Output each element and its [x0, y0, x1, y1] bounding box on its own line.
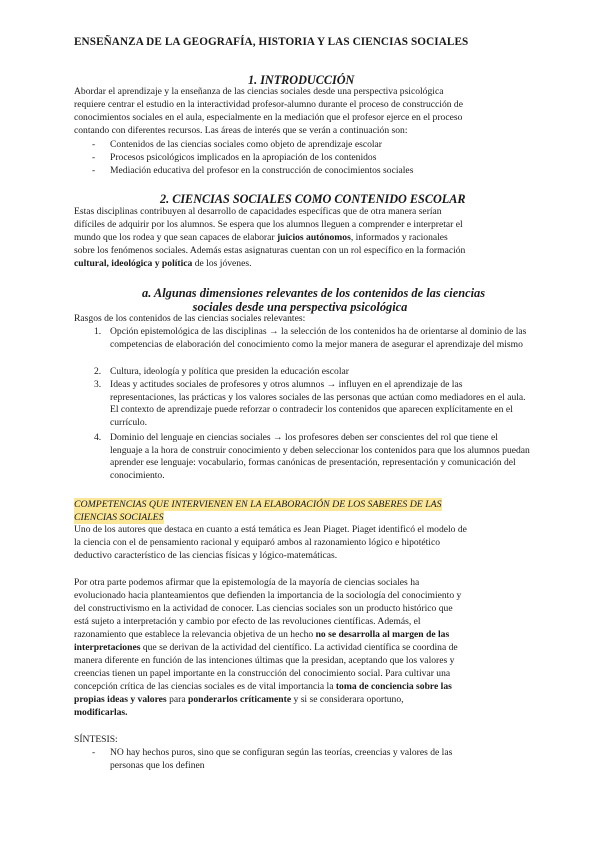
- paragraph-line: evolucionado hacia planteamientos que defienden la importancia de la sociología del conocimiento y: [74, 590, 462, 601]
- paragraph-line: creencias tienen un papel importante en la construcción del conocimiento social. Para cultivar una: [74, 668, 451, 679]
- paragraph-line: difíciles de adquirir por los alumnos. Se espera que los alumnos lleguen a comprender e interpretar el: [74, 219, 463, 230]
- paragraph-line: Estas disciplinas contribuyen al desarrollo de capacidades específicas que de otra manera serían: [74, 206, 442, 217]
- paragraph-line: concepción crítica de las ciencias sociales es de vital importancia la toma de conciencia sobre las: [74, 681, 452, 692]
- section-2-heading: 2. CIENCIAS SOCIALES COMO CONTENIDO ESCOLAR: [160, 192, 466, 206]
- paragraph-line: del constructivismo en la actividad de conocer. Las ciencias sociales son un producto histórico que: [74, 603, 453, 614]
- bullet-item: - NO hay hechos puros, sino que se configuran según las teorías, creencias y valores de las: [92, 747, 453, 758]
- paragraph-line: interpretaciones que se derivan de la actividad del científico. La actividad científica se coordina de: [74, 642, 458, 653]
- document-title: ENSEÑANZA DE LA GEOGRAFÍA, HISTORIA Y LAS CIENCIAS SOCIALES: [74, 36, 469, 48]
- numbered-item: 3. Ideas y actitudes sociales de profesores y otros alumnos → influyen en el aprendizaje de las representaciones, las prácticas y los valores sociales de las personas que actúan como mediadores en el aula. El contexto de aprendizaje puede reforzar o contradecir los contenidos que aparecen explícitamente en el currículo.: [94, 379, 526, 428]
- paragraph-line: la ciencia con el de pensamiento racional y equiparó ambos al razonamiento lógico e hipotético: [74, 537, 441, 548]
- numbered-item: 2. Cultura, ideología y política que presiden la educación escolar: [94, 366, 349, 377]
- section-1-heading: 1. INTRODUCCIÓN: [248, 73, 355, 87]
- paragraph-line: deductivo característico de las ciencias físicas y lógico-matemáticas.: [74, 550, 338, 561]
- paragraph-line: requiere centrar el estudio en la interactividad profesor-alumno durante el proceso de construcción de: [74, 99, 463, 110]
- paragraph-line: cultural, ideológica y política de los jóvenes.: [74, 258, 252, 269]
- subsection-a-heading: a. Algunas dimensiones relevantes de los contenidos de las ciencias sociales desde una perspectiva psicológica: [142, 286, 486, 314]
- paragraph-line: Por otra parte podemos afirmar que la epistemología de la mayoría de ciencias sociales ha: [74, 577, 420, 588]
- paragraph-line: mundo que los rodea y que sean capaces de elaborar juicios autónomos, informados y racionales: [74, 232, 448, 243]
- paragraph-line: Abordar el aprendizaje y la enseñanza de las ciencias sociales desde una perspectiva psicológica: [74, 86, 444, 97]
- bullet-item: - Procesos psicológicos implicados en la apropiación de los contenidos: [92, 152, 377, 163]
- paragraph-line: propias ideas y valores para ponderarlos críticamente y si se considerara oportuno,: [74, 694, 404, 705]
- paragraph-line: modificarlas.: [74, 707, 128, 718]
- paragraph-line: conocimientos sociales en el aula, especialmente en la mediación que el profesor ejerce en el proceso: [74, 112, 463, 123]
- numbered-item: 4. Dominio del lenguaje en ciencias sociales → los profesores deben ser conscientes del rol que tiene el lenguaje a la hora de construir conocimiento y deben seleccionar los contenidos para que los alumnos puedan aprender ese lenguaje: vocabulario, formas canónicas de presentación, representación y comunicación del conocimiento.: [94, 432, 530, 481]
- sintesis-heading: SÍNTESIS:: [74, 734, 118, 745]
- paragraph-line: Uno de los autores que destaca en cuanto a está temática es Jean Piaget. Piaget identificó el modelo de: [74, 524, 467, 535]
- competencias-heading-line: CIENCIAS SOCIALES: [74, 512, 164, 523]
- competencias-heading-line: COMPETENCIAS QUE INTERVIENEN EN LA ELABORACIÓN DE LOS SABERES DE LAS: [74, 499, 442, 510]
- numbered-item: 1. Opción epistemológica de las disciplinas → la selección de los contenidos ha de orientarse al dominio de las competencias de elaboración del conocimiento como la mejor manera de asegurar el aprendizaje del mismo: [94, 326, 527, 350]
- bullet-item: - Mediación educativa del profesor en la construcción de conocimientos sociales: [92, 165, 414, 176]
- paragraph-line: sobre los fenómenos sociales. Además estas asignaturas cuentan con un rol específico en la formación: [74, 245, 466, 256]
- paragraph-line: razonamiento que establece la relevancia objetiva de un hecho no se desarrolla al margen de las: [74, 629, 450, 640]
- paragraph-line: está sujeto a interpretación y cambio por efecto de las revoluciones científicas. Además, el: [74, 616, 421, 627]
- paragraph-line: Rasgos de los contenidos de las ciencias sociales relevantes:: [74, 313, 306, 324]
- bullet-item: - Contenidos de las ciencias sociales como objeto de aprendizaje escolar: [92, 139, 382, 150]
- paragraph-line: contando con diferentes recursos. Las áreas de interés que se verán a continuación son:: [74, 125, 408, 136]
- paragraph-line: personas que los definen: [110, 760, 205, 771]
- paragraph-line: manera diferente en función de las intenciones últimas que la presidan, aceptando que los valores y: [74, 655, 455, 666]
